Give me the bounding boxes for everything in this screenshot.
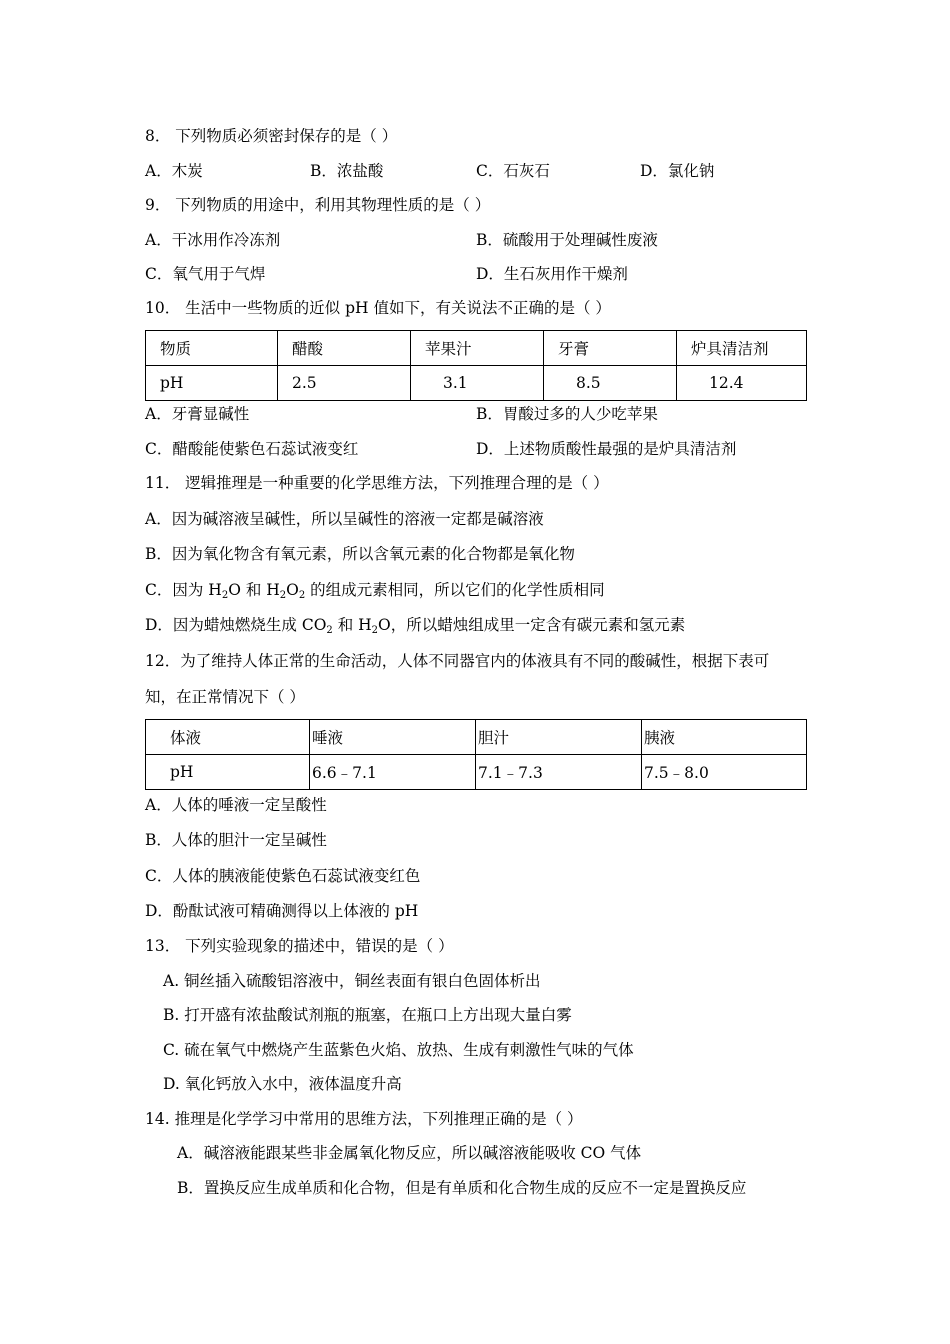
- q10-option-a: A．牙膏显碱性: [145, 405, 250, 423]
- table-cell: 2.5: [278, 366, 411, 401]
- q9-option-a: A．干冰用作冷冻剂: [145, 231, 281, 249]
- q8-option-b: B．浓盐酸: [310, 162, 384, 180]
- q13-stem: 13． 下列实验现象的描述中，错误的是（ ）: [145, 937, 454, 955]
- q12-option-a: A．人体的唾液一定呈酸性: [145, 796, 327, 814]
- q10-option-b: B．胃酸过多的人少吃苹果: [476, 405, 658, 423]
- q9-option-d: D．生石灰用作干燥剂: [476, 265, 628, 283]
- table-cell: 7.1﹣7.3: [476, 755, 642, 790]
- table-cell: 体液: [146, 720, 310, 755]
- table-cell: 6.6﹣7.1: [310, 755, 476, 790]
- q13-option-c: C. 硫在氧气中燃烧产生蓝紫色火焰、放热、生成有刺激性气味的气体: [163, 1041, 634, 1059]
- q13-option-b: B. 打开盛有浓盐酸试剂瓶的瓶塞，在瓶口上方出现大量白雾: [163, 1006, 572, 1024]
- q10-stem: 10． 生活中一些物质的近似 pH 值如下，有关说法不正确的是（ ）: [145, 299, 611, 317]
- q8-stem: 8． 下列物质必须密封保存的是（ ）: [145, 127, 398, 145]
- q14-stem: 14. 推理是化学学习中常用的思维方法，下列推理正确的是（ ）: [145, 1110, 583, 1128]
- table-cell: 物质: [146, 331, 278, 366]
- table-cell: 炉具清洁剂: [677, 331, 807, 366]
- q12-stem-line1: 12．为了维持人体正常的生命活动，人体不同器官内的体液具有不同的酸碱性，根据下表可: [145, 652, 770, 670]
- q10-option-d: D．上述物质酸性最强的是炉具清洁剂: [476, 440, 737, 458]
- q9-option-c: C．氧气用于气焊: [145, 265, 266, 283]
- q12-stem-line2: 知，在正常情况下（ ）: [145, 688, 305, 706]
- table-cell: 3.1: [411, 366, 544, 401]
- q13-option-a: A. 铜丝插入硫酸铝溶液中，铜丝表面有银白色固体析出: [163, 972, 541, 990]
- q13-option-d: D. 氧化钙放入水中，液体温度升高: [163, 1075, 402, 1093]
- q11-option-a: A．因为碱溶液呈碱性，所以呈碱性的溶液一定都是碱溶液: [145, 510, 544, 528]
- table-cell: 牙膏: [544, 331, 677, 366]
- q11-option-d: D．因为蜡烛燃烧生成 $CO_2$ 和 $H_2O$，所以蜡烛组成里一定含有碳元素和氢元素: [145, 616, 686, 636]
- q11-option-b: B．因为氧化物含有氧元素，所以含氧元素的化合物都是氧化物: [145, 545, 575, 563]
- q9-option-b: B．硫酸用于处理碱性废液: [476, 231, 658, 249]
- q11-option-c: C．因为 $H_2O$ 和 $H_2O_2$ 的组成元素相同，所以它们的化学性质相同: [145, 581, 605, 601]
- q14-option-b: B．置换反应生成单质和化合物，但是有单质和化合物生成的反应不一定是置换反应: [177, 1179, 747, 1197]
- q12-ph-table: [145, 719, 807, 790]
- q12-option-c: C．人体的胰液能使紫色石蕊试液变红色: [145, 867, 421, 885]
- q8-option-d: D．氯化钠: [640, 162, 715, 180]
- q9-stem: 9． 下列物质的用途中，利用其物理性质的是（ ）: [145, 196, 491, 214]
- table-cell: 唾液: [310, 720, 476, 755]
- table-cell: 醋酸: [278, 331, 411, 366]
- q10-ph-table: [145, 330, 807, 401]
- table-cell: pH: [146, 755, 310, 790]
- q12-option-d: D．酚酞试液可精确测得以上体液的 pH: [145, 902, 419, 920]
- table-header-row: [146, 720, 807, 755]
- table-cell: 苹果汁: [411, 331, 544, 366]
- table-cell: 12.4: [677, 366, 807, 401]
- q11-stem: 11． 逻辑推理是一种重要的化学思维方法，下列推理合理的是（ ）: [145, 474, 609, 492]
- table-row: [146, 755, 807, 790]
- table-header-row: [146, 331, 807, 366]
- table-cell: 8.5: [544, 366, 677, 401]
- q10-option-c: C．醋酸能使紫色石蕊试液变红: [145, 440, 359, 458]
- table-cell: 胆汁: [476, 720, 642, 755]
- q8-option-c: C．石灰石: [476, 162, 550, 180]
- table-cell: 7.5﹣8.0: [642, 755, 807, 790]
- q8-option-a: A．木炭: [145, 162, 203, 180]
- table-cell: pH: [146, 366, 278, 401]
- q14-option-a: A．碱溶液能跟某些非金属氧化物反应，所以碱溶液能吸收 CO 气体: [177, 1144, 642, 1162]
- table-row: [146, 366, 807, 401]
- table-cell: 胰液: [642, 720, 807, 755]
- q12-option-b: B．人体的胆汁一定呈碱性: [145, 831, 327, 849]
